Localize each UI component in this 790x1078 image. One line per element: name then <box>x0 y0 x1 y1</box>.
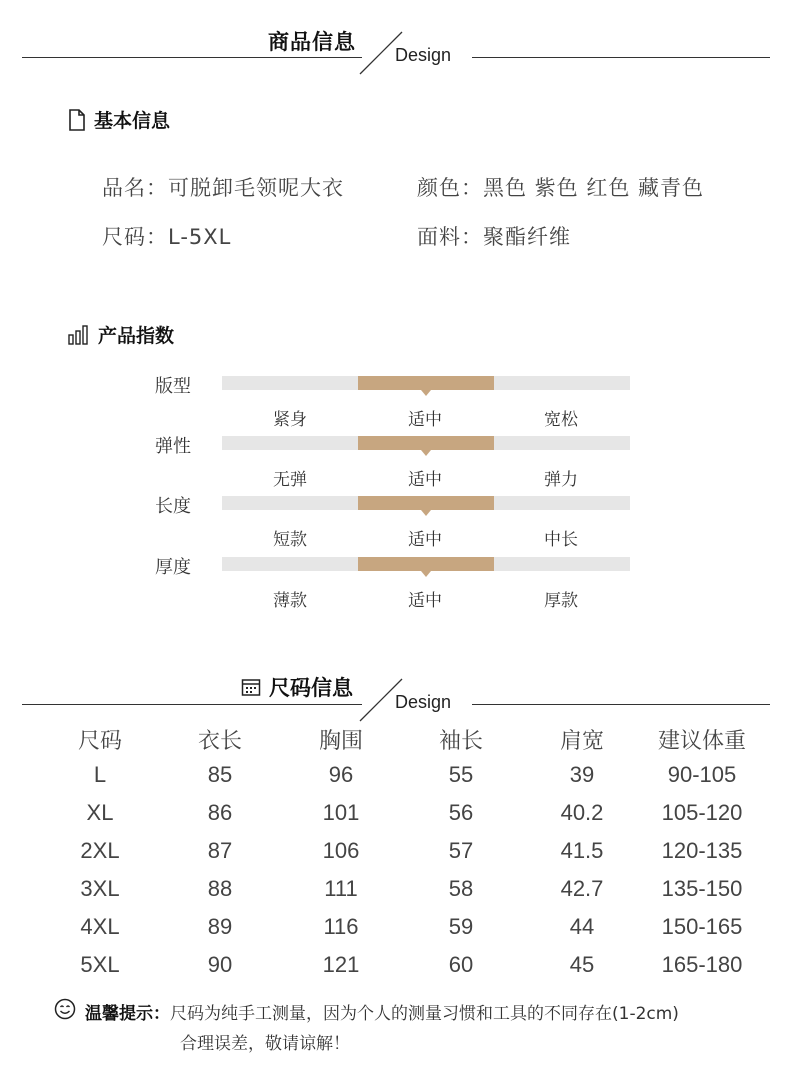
table-cell: 135-150 <box>661 876 743 901</box>
index-option: 短款 <box>273 530 307 550</box>
tip-text-1: 尺码为纯手工测量，因为个人的测量习惯和工具的不同存在(1-2cm) <box>170 1004 679 1024</box>
index-option: 适中 <box>408 470 442 490</box>
table-cell: 105-120 <box>661 800 743 825</box>
tip-label: 温馨提示： <box>85 1004 170 1024</box>
index-label: 厚度 <box>155 557 191 578</box>
index-option: 厚款 <box>544 591 578 611</box>
table-cell: 4XL <box>80 914 120 939</box>
table-cell: 55 <box>448 762 474 787</box>
index-pointer-icon <box>421 510 431 516</box>
table-cell: 85 <box>207 762 233 787</box>
index-selected-fill <box>358 496 494 510</box>
basic-info-title-text: 基本信息 <box>94 110 171 132</box>
table-cell: 89 <box>207 914 233 939</box>
table-header-cell: 胸围 <box>318 728 363 753</box>
index-option: 宽松 <box>544 410 578 430</box>
basic-info-title <box>68 106 170 133</box>
calendar-icon <box>241 677 261 697</box>
table-cell: 44 <box>569 914 595 939</box>
table-cell: 2XL <box>80 838 120 863</box>
color-value: 黑色 紫色 红色 藏青色 <box>483 176 705 200</box>
table-cell: 41.5 <box>560 838 604 863</box>
table-cell: 90-105 <box>667 762 737 787</box>
fabric-row <box>417 221 571 251</box>
table-header-cell: 袖长 <box>438 728 483 753</box>
table-cell: 86 <box>207 800 233 825</box>
table-cell: 101 <box>322 800 360 825</box>
fabric-value: 聚酯纤维 <box>483 225 571 249</box>
table-cell: 42.7 <box>560 876 604 901</box>
index-pointer-icon <box>421 571 431 577</box>
index-option: 弹力 <box>544 470 578 490</box>
table-cell: 45 <box>569 952 595 977</box>
size-info-title <box>241 672 353 702</box>
document-icon <box>68 109 86 131</box>
index-label: 长度 <box>155 496 191 517</box>
table-cell: 40.2 <box>560 800 604 825</box>
table-cell: 165-180 <box>661 952 743 977</box>
table-cell: 90 <box>207 952 233 977</box>
size-info-design-label: Design <box>395 692 452 712</box>
size-label: 尺码： <box>102 225 168 249</box>
size-info-title-text: 尺码信息 <box>269 676 353 700</box>
index-pointer-icon <box>421 390 431 396</box>
tip-line-1 <box>85 999 679 1024</box>
index-track <box>222 496 630 510</box>
index-label: 弹性 <box>155 436 191 457</box>
table-cell: 88 <box>207 876 233 901</box>
table-cell: 60 <box>448 952 474 977</box>
fabric-label: 面料： <box>417 225 483 249</box>
name-row <box>102 172 344 202</box>
index-option: 紧身 <box>273 410 307 430</box>
table-cell: 96 <box>328 762 354 787</box>
product-info-design-label: Design <box>395 45 452 65</box>
index-option: 无弹 <box>273 470 307 490</box>
table-cell: 39 <box>569 762 595 787</box>
table-cell: XL <box>86 800 114 825</box>
table-cell: L <box>93 762 107 787</box>
table-cell: 120-135 <box>661 838 743 863</box>
table-header-cell: 肩宽 <box>559 728 604 753</box>
size-row <box>102 221 231 251</box>
index-option: 适中 <box>408 530 442 550</box>
table-cell: 58 <box>448 876 474 901</box>
table-cell: 116 <box>323 914 359 939</box>
index-option: 薄款 <box>273 591 307 611</box>
header-line-right <box>472 57 770 58</box>
index-option: 适中 <box>408 410 442 430</box>
color-label: 颜色： <box>417 176 483 200</box>
index-selected-fill <box>358 436 494 450</box>
tip-line-2: 合理误差，敬请谅解！ <box>180 1034 350 1054</box>
table-cell: 106 <box>322 838 360 863</box>
index-track <box>222 436 630 450</box>
index-label: 版型 <box>155 376 191 397</box>
table-cell: 3XL <box>80 876 120 901</box>
index-selected-fill <box>358 376 494 390</box>
table-cell: 87 <box>207 838 233 863</box>
table-cell: 57 <box>448 838 474 863</box>
table-cell: 5XL <box>80 952 120 977</box>
index-pointer-icon <box>421 450 431 456</box>
table-header-cell: 衣长 <box>197 728 242 753</box>
table-cell: 56 <box>448 800 474 825</box>
table-cell: 111 <box>324 876 358 901</box>
index-selected-fill <box>358 557 494 571</box>
index-track <box>222 557 630 571</box>
table-cell: 150-165 <box>661 914 743 939</box>
index-option: 适中 <box>408 591 442 611</box>
product-index-title-text: 产品指数 <box>98 325 175 347</box>
index-option: 中长 <box>544 530 578 550</box>
header-line-right <box>472 704 770 705</box>
table-header-cell: 建议体重 <box>657 728 746 753</box>
table-header-cell: 尺码 <box>77 728 122 753</box>
size-value: L-5XL <box>168 225 232 249</box>
bar-chart-icon <box>68 325 90 345</box>
index-track <box>222 376 630 390</box>
table-cell: 121 <box>322 952 360 977</box>
product-info-title: 商品信息 <box>268 30 356 54</box>
header-line-left <box>22 704 362 705</box>
header-line-left <box>22 57 362 58</box>
table-cell: 59 <box>448 914 474 939</box>
color-row <box>417 172 704 202</box>
name-label: 品名： <box>102 176 168 200</box>
smiley-icon <box>54 998 76 1020</box>
name-value: 可脱卸毛领呢大衣 <box>168 176 344 200</box>
product-index-title <box>68 321 174 348</box>
